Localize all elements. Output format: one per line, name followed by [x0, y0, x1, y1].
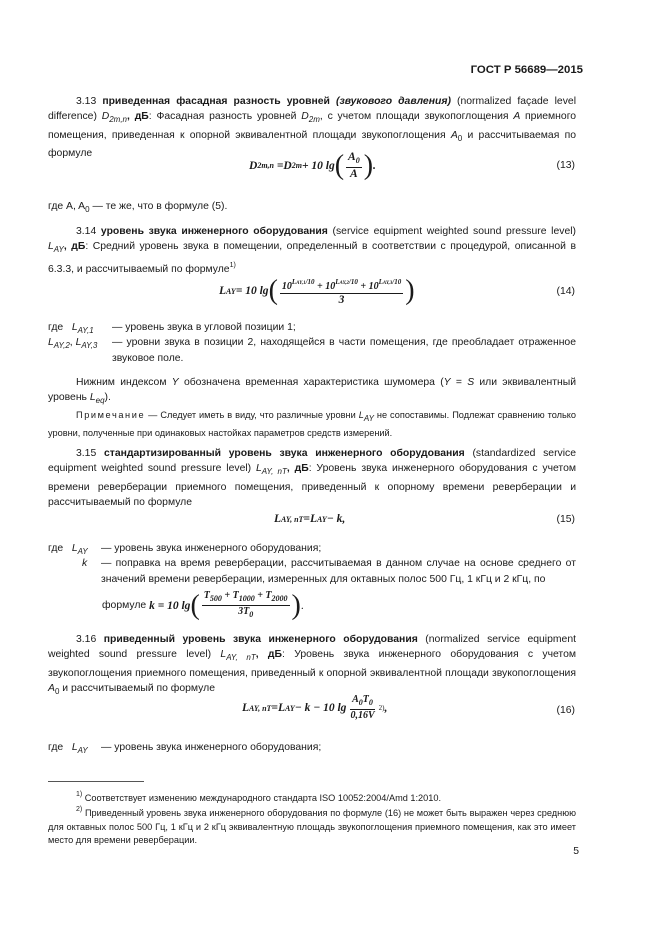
paragraph-index-y: Нижним индексом Y обозначена временная характеристика шумомера (Y = S или эквивалентный уровень $L_{eq}$). — [48, 377, 577, 406]
section-3-14: 3.14 уровень звука инженерного оборудования (service equipment weighted sound pressure level) $L_{AY}$, дБ: Средний уровень звука в помещении, определенный в соответствии с процедурой, описанной в 6.3.3, и рассчитываемый по формуле$^{1)}$ — [48, 226, 577, 275]
equation-16: L AY, nT = L AY − k − 10 lg $\frac{A_0T_0}{0,16V}$ 2) , — [242, 694, 388, 721]
where-14: где $L_{AY,1}$ — уровень звука в угловой позиции 1; $L_{AY,2}$, $L_{AY,3}$ — уровни звука в позиции 2, находящейся в части помещения, где преобладает отраженное звуковое поле. — [48, 322, 576, 364]
page-number: 5 — [573, 846, 579, 857]
equation-number-13: (13) — [556, 160, 575, 171]
equation-13: D 2m,n = D 2m + 10 lg ( $\frac{A_0}{A}$ ) . — [249, 149, 376, 181]
equation-14: L AY = 10 lg ( $\frac{10^{LAY,1/10} + 10^{LAY,2/10} + 10^{LAY,3/10}}{3}$ ) — [219, 275, 415, 306]
term: приведенная фасадная разность уровней — [102, 96, 330, 107]
section-3-16: 3.16 приведенный уровень звука инженерного оборудования (normalized service equipment weighted sound pressure level) $L_{AY, nT}$, дБ: Уровень звука инженерного оборудования с учетом звукопоглощения приемного помещения, приведенный к опорной эквивалентной площади звукопоглощения $A_0$ и рассчитываемый по формуле — [48, 634, 577, 697]
footnote-1: $^{1)}$ Соответствует изменению международного стандарта ISO 10052:2004/Amd 1:2010. — [76, 791, 442, 803]
where-13: где A, $A_0$ — те же, что в формуле (5). — [48, 201, 228, 214]
section-3-13: 3.13 приведенная фасадная разность уровней (звукового давления) (normalized façade level difference) $D_{2m,n}$, дБ: Фасадная разность уровней $D_{2m}$, с учетом площади звукопоглощения A приемного помещения, приведенная к опорной эквивалентной площади звукопоглощения $A_0$ и рассчитываемая по формуле — [48, 96, 577, 160]
footnote-ref-2[interactable]: 2) — [378, 704, 385, 712]
footnote-2: $^{2)}$ Приведенный уровень звука инженерного оборудования по формуле (16) не может быть выражен через среднюю для октавных полос 500 Гц, 1 кГц и 2 кГц эквивалентную площадь звукопоглощения приемного помещения, как это имеет место для времени реверберации. — [48, 806, 576, 846]
note-label: Примечание — [76, 410, 146, 420]
section-number: 3.13 — [76, 96, 97, 107]
footnote-ref-1[interactable]: 1) — [229, 261, 236, 269]
equation-number-14: (14) — [556, 286, 575, 297]
where-16: где $L_{AY}$ — уровень звука инженерного оборудования; — [48, 742, 322, 755]
equation-number-15: (15) — [556, 514, 575, 525]
equation-k: формуле k = 10 lg ( $\frac{T_{500} + T_{1000} + T_{2000}}{3T_0}$ ) . — [102, 589, 304, 621]
note: Примечание — Следует иметь в виду, что различные уровни LAY не сопоставимы. Подлежат сравнению только уровни, полученные при одинаковых настойках параметров средств измерений. — [48, 410, 576, 438]
equation-number-16: (16) — [556, 705, 575, 716]
section-3-15: 3.15 стандартизированный уровень звука инженерного оборудования (standardized service equipment weighted sound pressure level) $L_{AY, nT}$, дБ: Уровень звука инженерного оборудования с учетом времени реверберации приемного помещения, приведенный к опорному времени реверберации и рассчитываемый по формуле — [48, 448, 577, 509]
equation-15: L AY, nT = L AY − k, — [274, 513, 346, 525]
term-paren: (звукового давления) — [336, 96, 451, 107]
standard-id-header: ГОСТ Р 56689—2015 — [470, 64, 583, 76]
footnote-separator — [48, 781, 144, 782]
where-15: где $L_{AY}$ — уровень звука инженерного оборудования; k — поправка на время реверберации, рассчитываемая в данном случае на основе среднего от значений времени реверберации, измеренных для октавных полос 500 Гц, 1 кГц и 2 кГц, по — [48, 543, 576, 585]
